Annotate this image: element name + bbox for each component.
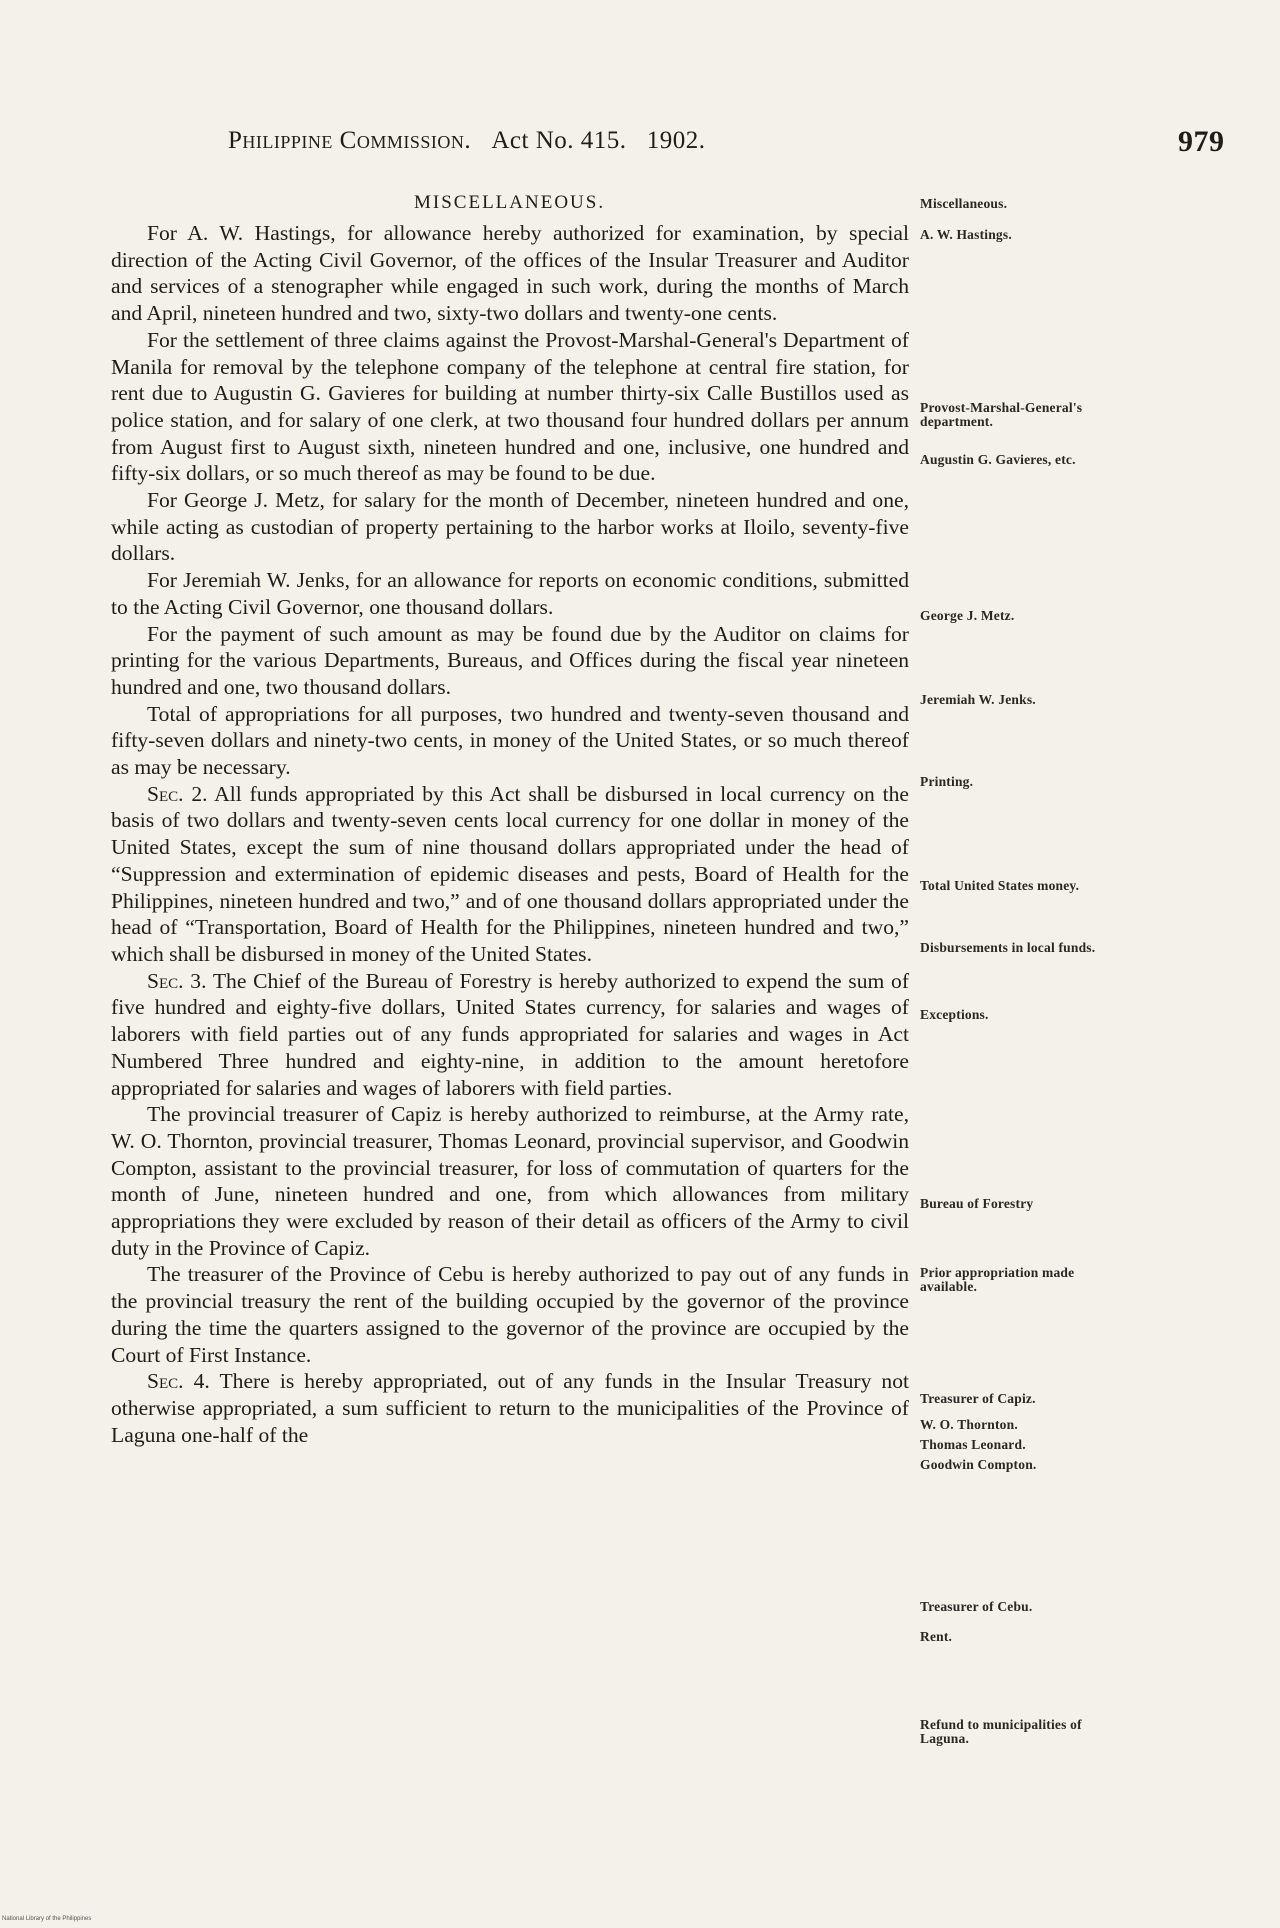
margin-note: Prior appropriation made available. (920, 1265, 1075, 1294)
margin-note: Jeremiah W. Jenks. (920, 692, 1036, 707)
section-number: Sec. 3. (147, 968, 207, 993)
paragraph-jenks: For Jeremiah W. Jenks, for an allowance for reports on economic conditions, submitted to the Acting Civil Governor, one thousand dollars. (111, 568, 909, 619)
paragraph-sec-2: Sec. 2. All funds appropriated by this Act shall be disbursed in local currency on the basis of two dollars and twenty-seven cents local currency for one dollar in money of the United States, except the sum of nine thousand dollars appropriated under the head of “Suppression and extermination of epidemic diseases and pests, Board of Health for the Philippines, nineteen hundred and two,” and of one thousand dollars appropriated under the head of “Transportation, Board of Health for the Philippines, nineteen hundred and two,” which shall be disbursed in money of the United States. (111, 781, 909, 966)
running-head-year: 1902. (646, 127, 706, 154)
paragraph-metz: For George J. Metz, for salary for the month of December, nineteen hundred and one, while acting as custodian of property pertaining to the harbor works at Iloilo, seventy-five dollars. (111, 488, 909, 566)
margin-note: Total United States money. (920, 878, 1080, 893)
margin-note: Thomas Leonard. (920, 1437, 1026, 1452)
paragraph-sec-3: Sec. 3. The Chief of the Bureau of Forestry is hereby authorized to expend the sum of five hundred and eighty-five dollars, United States currency, for salaries and wages of laborers with field parties out of any funds appropriated for salaries and wages in Act Numbered Three hundred and eighty-nine, in addition to the amount heretofore appropriated for salaries and wages of laborers with field parties. (111, 968, 910, 1100)
margin-note: Bureau of Forestry (920, 1196, 1034, 1211)
margin-note: Treasurer of Capiz. (920, 1391, 1036, 1406)
paragraph-provost-marshal: For the settlement of three claims against the Provost-Marshal-General's Department of Manila for removal by the telephone company of the telephone at central fire station, for rent due to Augustin G. Gavieres for building at number thirty-six Calle Bustillos used as police station, and for salary of one clerk, at two thousand four hundred dollars per annum from August first to August sixth, nineteen hundred and one, inclusive, one hundred and fifty-six dollars, or so much thereof as may be found to be due. (111, 327, 909, 486)
section-number: Sec. 2. (147, 781, 208, 806)
margin-note: A. W. Hastings. (920, 227, 1012, 242)
page-number: 979 (1178, 125, 1225, 158)
paragraph-capiz: The provincial treasurer of Capiz is hereby authorized to reimburse, at the Army rate, W. O. Thornton, provincial treasurer, Thomas Leonard, provincial supervisor, and Goodwin Compton, assistant to the provincial treasurer, for loss of commutation of quarters for the month of June, nineteen hundred and one, from which allowances from military appropriations they were excluded by reason of their detail as officers of the Army to civil duty in the Province of Capiz. (111, 1102, 909, 1260)
paragraph-sec-4: Sec. 4. There is hereby appropriated, out of any funds in the Insular Treasury not otherwise appropriated, a sum sufficient to return to the municipalities of the Province of Laguna one-half of the (111, 1369, 909, 1447)
paragraph-printing: For the payment of such amount as may be found due by the Auditor on claims for printing for the various Departments, Bureaus, and Offices during the fiscal year nineteen hundred and one, two thousand dollars. (111, 621, 909, 699)
margin-note: Printing. (920, 774, 974, 789)
margin-note: Exceptions. (920, 1007, 989, 1022)
running-head-act: Act No. 415. (491, 127, 627, 154)
margin-note: Miscellaneous. (920, 196, 1008, 211)
margin-note: George J. Metz. (920, 608, 1015, 623)
paragraph-total: Total of appropriations for all purposes, two hundred and twenty-seven thousand and fifty-seven dollars and ninety-two cents, in money of the United States, or so much thereof as may be necessary. (111, 701, 909, 780)
margin-note: Augustin G. Gavieres, etc. (920, 452, 1076, 467)
section-heading: MISCELLANEOUS. (414, 192, 606, 213)
margin-note: Rent. (920, 1629, 953, 1644)
running-head-title: Philippine Commission. (228, 127, 472, 154)
paragraph-hastings: For A. W. Hastings, for allowance hereby authorized for examination, by special direction of the Acting Civil Governor, of the offices of the Insular Treasurer and Auditor and services of a stenographer while engaged in such work, during the months of March and April, nineteen hundred and two, sixty-two dollars and twenty-one cents. (111, 221, 909, 326)
margin-note: Treasurer of Cebu. (920, 1599, 1033, 1614)
margin-note: Disbursements in local funds. (920, 940, 1096, 955)
section-number: Sec. 4. (147, 1369, 210, 1394)
margin-note: Goodwin Compton. (920, 1457, 1037, 1472)
paragraph-cebu: The treasurer of the Province of Cebu is hereby authorized to pay out of any funds in the provincial treasury the rent of the building occupied by the governor of the province during the time the quarters assigned to the governor of the province are occupied by the Court of First Instance. (111, 1262, 909, 1367)
margin-note: W. O. Thornton. (920, 1417, 1018, 1432)
footer-stamp: National Library of the Philippines (2, 1916, 92, 1922)
margin-note: Refund to municipalities of Laguna. (920, 1717, 1082, 1746)
margin-note: Provost-Marshal-General's department. (920, 400, 1083, 429)
